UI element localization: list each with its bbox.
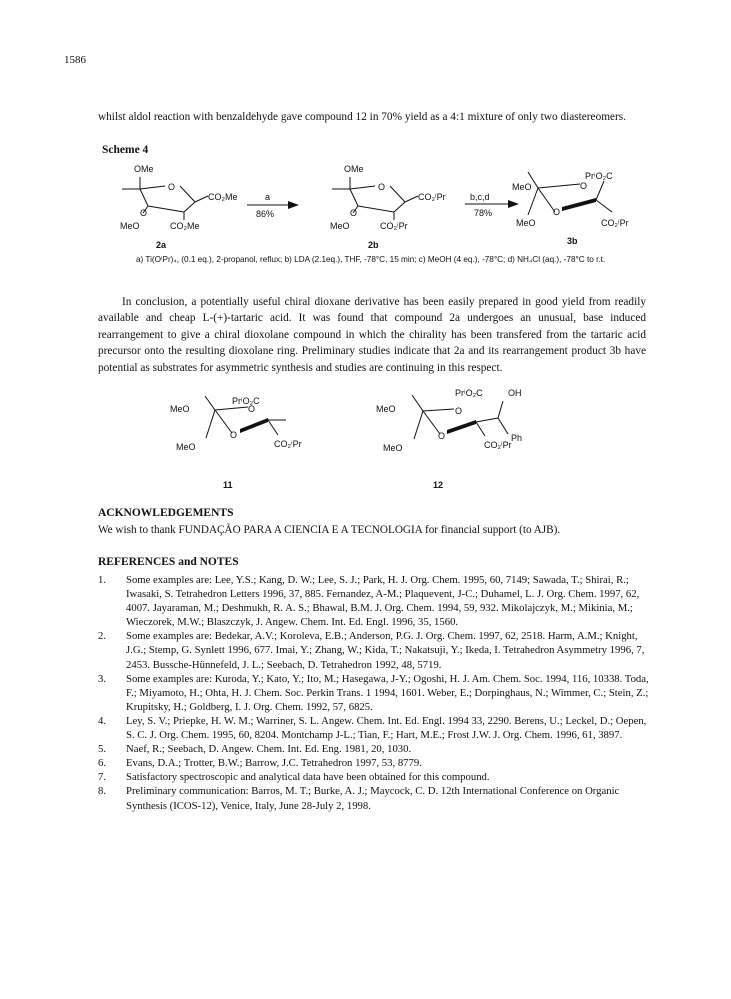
reference-item <box>98 573 650 629</box>
reference-text: Naef, R.; Seebach, D. Angew. Chem. Int. Ed. Eng. 1981, 20, 1030. <box>126 743 412 756</box>
structure-text: MeO <box>176 442 196 452</box>
structure-text: O <box>438 431 446 441</box>
structure-text: OH <box>508 388 522 398</box>
scheme-text: O <box>378 182 386 192</box>
reference-item <box>98 714 650 742</box>
reference-text: Satisfactory spectroscopic and analytical data have been obtained for this compound. <box>126 771 490 784</box>
scheme-text: OMe <box>134 164 154 174</box>
scheme-text: 78% <box>474 208 493 218</box>
reference-item <box>98 742 650 756</box>
scheme-text: CO₂Me <box>170 221 200 231</box>
structure-text: O <box>248 404 256 414</box>
compound-label: 2a <box>156 240 167 250</box>
reference-text: Some examples are: Kuroda, Y.; Kato, Y.; Ito, M.; Hasegawa, J-Y.; Ogoshi, H. J. Am. Chem. Soc. 1994, 116, 10338. Toda, F.; Miyamoto, H.; Ohta, H. J. Chem. Soc. Perkin Trans. 1 1994, 1601. Weber, E.; Dorpinghaus, N.; Wimmer, C.; Stein, Z.; Krupitsky, H.; Goldberg, I. J. Org. Chem. 1992, 57, 6825. <box>126 672 649 713</box>
reference-number: 5. <box>98 743 107 756</box>
reference-list <box>98 573 650 813</box>
scheme-text: CO₂ⁱPr <box>601 218 629 228</box>
scheme-text: CO₂Me <box>208 192 238 202</box>
scheme-text: MeO <box>512 182 532 192</box>
paragraph-aldol: whilst aldol reaction with benzaldehyde gave compound 12 in 70% yield as a 4:1 mixture of only two diastereomers. <box>98 111 626 123</box>
structure-text: MeO <box>376 404 396 414</box>
paragraph-conclusion: In conclusion, a potentially useful chiral dioxane derivative has been easily prepared in good yield from readily available and cheap L-(+)-tartaric acid. It was found that compound 2a undergoes an unusual, base induced rearrangement to give a chiral dioxolane compound in which the chirality has been transfered from the tartaric acid precursor onto the resulting dioxolane ring. Preliminary studies indicate that 2a and its rearrangement product 3b have potential as substrates for asymmetric synthesis and studies are continuing in this respect. <box>98 296 646 374</box>
scheme-text: a <box>265 192 271 202</box>
scheme-text: OMe <box>344 164 364 174</box>
compound-label: 12 <box>433 480 444 490</box>
reference-number: 2. <box>98 630 107 643</box>
scheme-text: CO₂ⁱPr <box>380 221 408 231</box>
structure-text: MeO <box>170 404 190 414</box>
reference-number: 8. <box>98 785 107 798</box>
structure-text: Ph <box>511 433 523 443</box>
reference-number: 3. <box>98 672 107 685</box>
reference-number: 6. <box>98 757 107 770</box>
structure-text: PrⁱO₂C <box>455 388 483 398</box>
scheme-text: MeO <box>330 221 350 231</box>
compound-label: 2b <box>368 240 379 250</box>
scheme-text: PrⁱO₂C <box>585 171 613 181</box>
references-heading: REFERENCES and NOTES <box>98 556 239 568</box>
structure-text: O <box>455 406 463 416</box>
compound-label: 11 <box>223 480 233 490</box>
structure-text: CO₂ⁱPr <box>484 440 512 450</box>
scheme-text: MeO <box>516 218 536 228</box>
scheme-text: 86% <box>256 209 275 219</box>
scheme-text: O <box>553 207 561 217</box>
scheme-text: O <box>140 208 148 218</box>
scheme-text: O <box>580 181 588 191</box>
reference-item <box>98 672 650 714</box>
reference-number: 7. <box>98 771 107 784</box>
scheme-footnote: a) Ti(OⁱPr)₄, (0.1 eq.), 2-propanol, reflux; b) LDA (2.1eq.), THF, -78°C, 15 min; c) MeOH (4 eq.), -78°C; d) NH₄Cl (aq.), -78°C to r.t. <box>136 255 606 264</box>
page-number: 1586 <box>64 54 86 66</box>
acknowledgements-text: We wish to thank FUNDAÇÃO PARA A CIENCIA E A TECNOLOGIA for financial support (to AJB). <box>98 524 561 536</box>
reference-item <box>98 770 650 784</box>
scheme-text: O <box>168 182 176 192</box>
reference-text: Evans, D.A.; Trotter, B.W.; Barrow, J.C. Tetrahedron 1997, 53, 8779. <box>126 757 422 770</box>
scheme-text: b,c,d <box>470 192 490 202</box>
acknowledgements-heading: ACKNOWLEDGEMENTS <box>98 507 234 519</box>
reference-number: 4. <box>98 714 107 727</box>
reference-text: Preliminary communication: Barros, M. T.; Burke, A. J.; Maycock, C. D. 12th International Conference on Organic Synthesis (ICOS-12), Venice, Italy, June 28-July 2, 1998. <box>126 785 620 812</box>
reference-number: 1. <box>98 574 107 586</box>
structure-text: CO₂ⁱPr <box>274 439 302 449</box>
scheme-title: Scheme 4 <box>102 144 149 156</box>
compound-label: 3b <box>567 236 578 246</box>
reference-text: Ley, S. V.; Priepke, H. W. M.; Warriner, S. L. Angew. Chem. Int. Ed. Engl. 1994 33, 2290. Berens, U.; Leckel, D.; Oepen, S. C. J. Org. Chem. 1995, 60, 8204. Montchamp J-L.; Tian, F.; Hart, M.E.; Frost J.W. J. Org. Chem. 1996, 61, 3897. <box>126 714 647 742</box>
scheme-text: CO₂ⁱPr <box>418 192 446 202</box>
structure-text: MeO <box>383 443 403 453</box>
scheme-text: MeO <box>120 221 140 231</box>
reference-item <box>98 629 650 671</box>
structure-text: O <box>230 430 238 440</box>
reference-text: Some examples are: Bedekar, A.V.; Koroleva, E.B.; Anderson, P.G. J. Org. Chem. 1997, 62, 2518. Harm, A.M.; Knight, J.G.; Stemp, G. Synlett 1996, 677. Imai, Y.; Zhang, W.; Kida, T.; Nakatsuji, Y.; Ikeda, I. Tetrahedron Asymmetry 1996, 7, 2453. Bussche-Hünnefeld, J. L.; Seebach, D. Tetrahedron 1992, 48, 5719. <box>126 630 645 671</box>
scheme-text: O <box>350 208 358 218</box>
reference-item <box>98 756 650 770</box>
structure-text: PrⁱO₂C <box>232 396 260 406</box>
reference-item <box>98 784 650 812</box>
reference-text: Some examples are: Lee, Y.S.; Kang, D. W.; Lee, S. J.; Park, H. J. Org. Chem. 1995, 60, 7149; Sawada, T.; Shirai, R.; Iwasaki, S. Tetrahedron Letters 1996, 37, 885. Fernandez, A-M.; Plaquevent, J-C.; Duhamel, L. J. Org. Chem. 1997, 62, 4007. Jayaraman, M.; Deshmukh, R. A. S.; Bhawal, B.M. J. Org. Chem. 1994, 59, 932. Mikolajczyk, M.; Mikinia, M.; Wieczorek, M.W.; Blaszczyk, J. Angew. Chem. Int. Ed. Engl. 1996, 35, 1560. <box>126 574 640 629</box>
